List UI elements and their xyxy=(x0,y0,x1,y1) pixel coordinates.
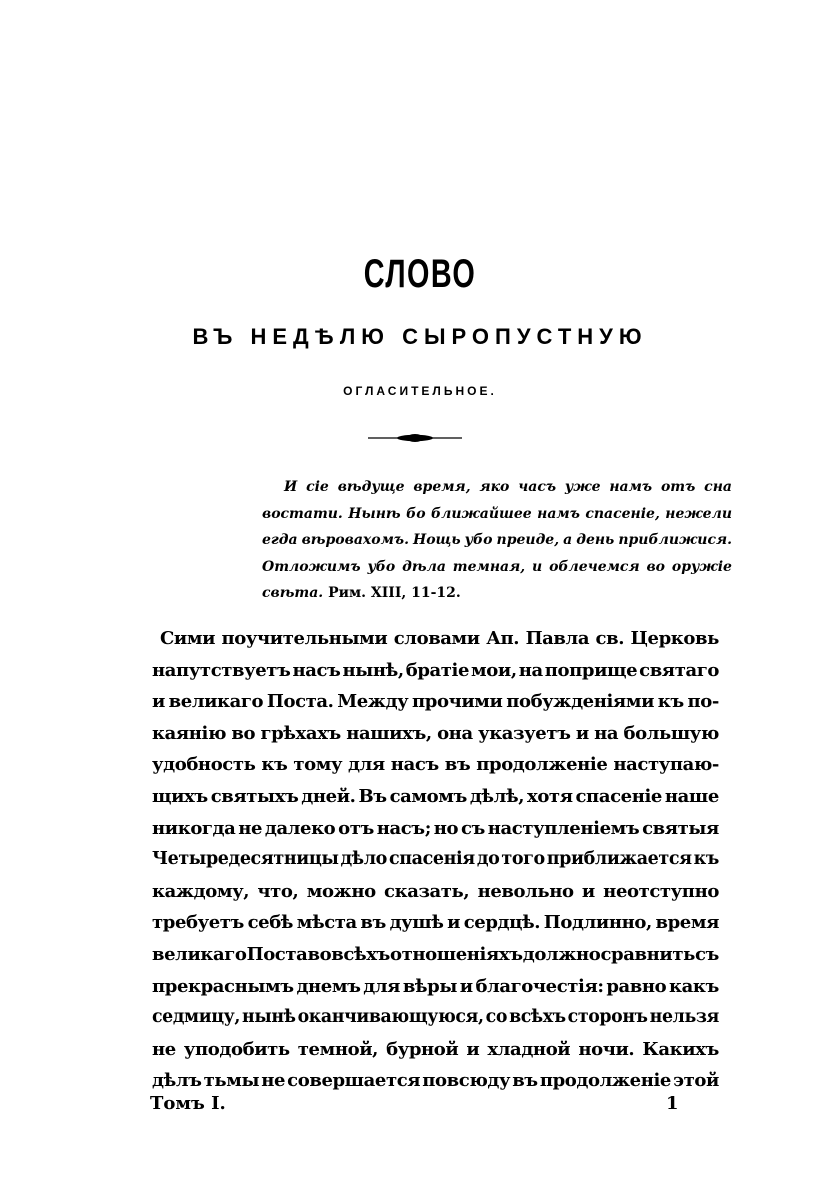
body-line: требуетъ себѣ мѣста въ душѣ и сердцѣ. Подлинно, время xyxy=(152,912,719,934)
volume-label: Томъ I. xyxy=(150,1093,226,1114)
body-line: Сими поучительными словами Ап. Павла св. Церковь xyxy=(160,628,719,649)
page-subtitle: ВЪ НЕДѢЛЮ СЫРОПУСТНУЮ xyxy=(192,324,648,349)
body-line: дѣлъ тьмы не совершается повсюду въ продолженіе этой xyxy=(152,1070,719,1092)
ornament-divider-icon xyxy=(368,432,462,444)
body-line: седмицу, нынѣ оканчивающуюся, со всѣхъ сторонъ нельзя xyxy=(152,1007,719,1028)
page-number: 1 xyxy=(666,1093,679,1114)
body-line: каянію во грѣхахъ нашихъ, она указуетъ и на большую xyxy=(152,722,719,744)
epigraph-line: Отложимъ убо дѣла темная, и облечемся во оружіе xyxy=(262,558,732,575)
body-line: великаго Поста во всѣхъ отношеніяхъ должно сравнить съ xyxy=(152,943,719,965)
body-line: удобность къ тому для насъ въ продолженіе наступаю- xyxy=(152,754,719,776)
epigraph-line: егда вѣровахомъ. Нощь убо преиде, а день приближися. xyxy=(262,532,732,549)
body-line: прекраснымъ днемъ для вѣры и благочестія: равно какъ xyxy=(152,975,719,997)
body-line: Четыредесятницы дѣло спасенія до того приближается къ xyxy=(152,849,719,870)
scripture-reference: Рим. XIII, 11-12. xyxy=(328,585,461,602)
body-text xyxy=(152,623,719,1097)
body-line: никогда не далеко отъ насъ; но съ наступленіемъ святыя xyxy=(152,817,719,839)
body-line: напутствуетъ насъ нынѣ, братіе мои, на поприще святаго xyxy=(152,659,719,681)
page-subsubtitle: ОГЛАСИТЕЛЬНОЕ. xyxy=(343,384,497,398)
epigraph-line: востати. Нынѣ бо ближайшее намъ спасеніе, нежели xyxy=(262,505,732,522)
body-line: не уподобить темной, бурной и хладной ночи. Какихъ xyxy=(152,1038,719,1060)
page-title: СЛОВО xyxy=(363,252,477,296)
epigraph-line: И сіе вѣдуще время, яко часъ уже намъ отъ сна xyxy=(284,479,732,495)
epigraph-last-text: свѣта. xyxy=(262,585,324,602)
epigraph-line xyxy=(262,580,732,607)
body-line: каждому, что, можно сказать, невольно и неотступно xyxy=(152,880,719,902)
epigraph xyxy=(262,474,732,607)
body-line: щихъ святыхъ дней. Въ самомъ дѣлѣ, хотя спасеніе наше xyxy=(152,785,719,807)
body-line: и великаго Поста. Между прочими побужденіями къ по- xyxy=(152,691,719,713)
